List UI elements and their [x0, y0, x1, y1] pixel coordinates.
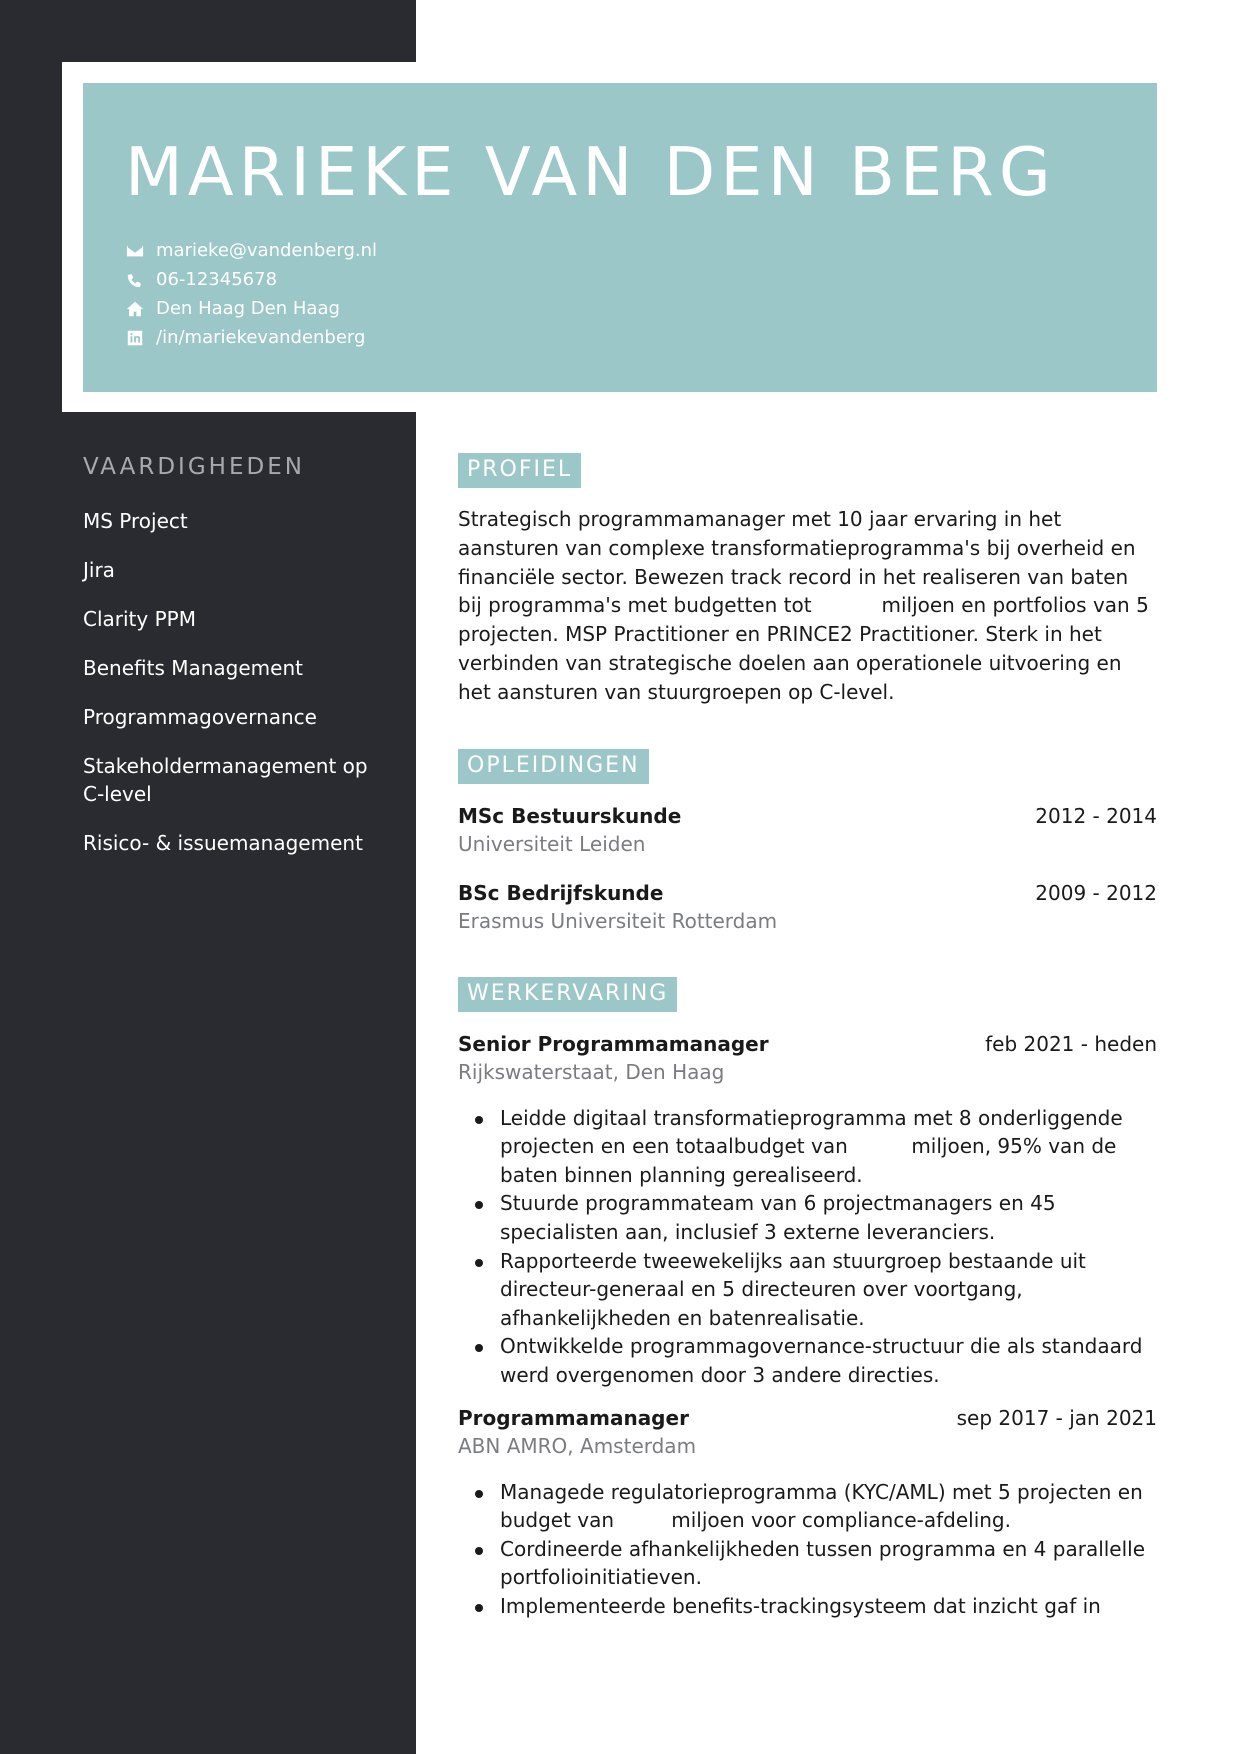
job-bullet: Stuurde programmateam van 6 projectmanagers en 45 specialisten aan, inclusief 3 externe leveranciers.	[458, 1189, 1157, 1246]
profile-text: Strategisch programmamanager met 10 jaar ervaring in het aansturen van complexe transformatieprogramma's bij overheid en financiële sector. Bewezen track record in het realiseren van baten bij programma's met budgetten tot miljoen en portfolios van 5 projecten. MSP Practitioner en PRINCE2 Practitioner. Sterk in het verbinden van strategische doelen aan operationele uitvoering en het aansturen van stuurgroepen op C-level.	[458, 507, 1194, 704]
skill-item: MS Project	[83, 509, 188, 533]
profile-section	[458, 453, 1194, 707]
education-item	[458, 879, 1157, 935]
job-bullet: Ontwikkelde programmagovernance-structuur die als standaard werd overgenomen door 3 andere directies.	[458, 1332, 1157, 1389]
job-bullet: Leidde digitaal transformatieprogramma met 8 onderliggende projecten en een totaalbudget van miljoen, 95% van de baten binnen planning gerealiseerd.	[458, 1104, 1157, 1190]
school-name: Erasmus Universiteit Rotterdam	[458, 908, 778, 933]
job-bullets	[458, 1478, 1157, 1621]
home-icon	[125, 299, 145, 319]
header	[83, 83, 1157, 392]
phone-text: 06-12345678	[156, 269, 278, 290]
main-content	[458, 453, 1194, 1620]
contact-email	[125, 236, 377, 265]
skill-item: Clarity PPM	[83, 607, 196, 631]
skill-item: Programmagovernance	[83, 705, 317, 729]
experience-heading: WERKERVARING	[458, 977, 677, 1012]
job-bullet: Rapporteerde tweewekelijks aan stuurgroep bestaande uit directeur-generaal en 5 directeuren over voortgang, afhankelijkheden en batenrealisatie.	[458, 1247, 1157, 1333]
job-company: ABN AMRO, Amsterdam	[458, 1433, 697, 1458]
job-role: Programmamanager	[458, 1405, 689, 1430]
job-bullets	[458, 1104, 1157, 1390]
skill-item: Jira	[83, 558, 115, 582]
job-item	[458, 1404, 1157, 1621]
skill-item: Benefits Management	[83, 656, 303, 680]
education-heading: OPLEIDINGEN	[458, 749, 649, 784]
skill-item: Risico- & issuemanagement	[83, 831, 363, 855]
skills-heading: VAARDIGHEDEN	[83, 454, 305, 480]
degree-period: 2009 - 2012	[1035, 880, 1157, 905]
job-period: sep 2017 - jan 2021	[956, 1405, 1157, 1430]
contact-linkedin	[125, 323, 377, 352]
job-item	[458, 1030, 1157, 1390]
linkedin-text: /in/mariekevandenberg	[156, 327, 366, 348]
degree-title: MSc Bestuurskunde	[458, 803, 682, 828]
address-text: Den Haag Den Haag	[156, 298, 340, 319]
skill-item: Stakeholdermanagement op C-level	[83, 754, 368, 806]
experience-section	[458, 977, 1157, 1621]
education-section	[458, 749, 1157, 935]
job-period: feb 2021 - heden	[985, 1031, 1157, 1056]
degree-period: 2012 - 2014	[1035, 803, 1157, 828]
email-text: marieke@vandenberg.nl	[156, 240, 378, 261]
school-name: Universiteit Leiden	[458, 831, 646, 856]
linkedin-icon	[125, 328, 145, 348]
job-bullet: Cordineerde afhankelijkheden tussen programma en 4 parallelle portfolioinitiatieven.	[458, 1535, 1157, 1592]
education-item	[458, 802, 1157, 858]
contact-list	[125, 236, 377, 352]
job-bullet: Managede regulatorieprogramma (KYC/AML) met 5 projecten en budget van miljoen voor compliance-afdeling.	[458, 1478, 1157, 1535]
candidate-name: MARIEKE VAN DEN BERG	[125, 133, 1056, 211]
envelope-icon	[125, 241, 145, 261]
phone-icon	[125, 270, 145, 290]
job-bullet: Implementeerde benefits-trackingsysteem dat inzicht gaf in	[458, 1592, 1157, 1621]
skills-list	[83, 507, 383, 878]
contact-phone	[125, 265, 377, 294]
job-role: Senior Programmamanager	[458, 1031, 769, 1056]
job-company: Rijkswaterstaat, Den Haag	[458, 1059, 725, 1084]
contact-address	[125, 294, 377, 323]
degree-title: BSc Bedrijfskunde	[458, 880, 664, 905]
profile-heading: PROFIEL	[458, 453, 581, 488]
